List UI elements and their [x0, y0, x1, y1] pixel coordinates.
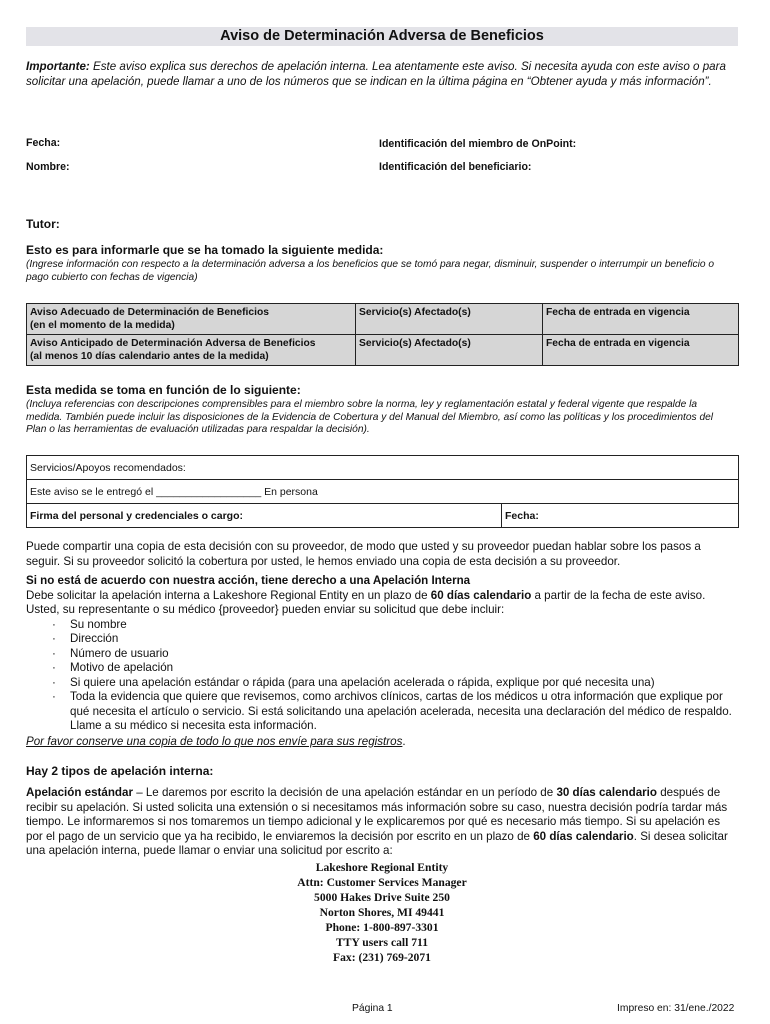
appeal-section — [26, 574, 738, 749]
notice-type-table — [26, 303, 739, 366]
signature-form-table — [26, 455, 739, 528]
intro-text: Este aviso explica sus derechos de apelación interna. Lea atentamente este aviso. Si necesita ayuda con este aviso o para solicitar una apelación, puede llamar a uno de los números que se indican en la última página en “Obtener ayuda y más información”. — [26, 60, 726, 88]
types-heading: Hay 2 tipos de apelación interna: — [26, 764, 214, 778]
row-title: Aviso Anticipado de Determinación Adversa de Beneficios — [30, 338, 316, 349]
page-number: Página 1 — [352, 1003, 393, 1014]
base-note: (Incluya referencias con descripciones comprensibles para el miembro sobre la norma, ley y reglamentación estatal y federal vigente que respalde la medida. También puede incluir las disposiciones de la Evidencia de Cobertura y del Manual del Miembro, así como las políticas y los procedimientos del Plan o las herramientas de evaluación utilizadas para respaldar la decisión). — [26, 399, 714, 435]
medida-note: (Ingrese información con respecto a la determinación adversa a los beneficios que se tomó para negar, disminuir, suspender o interrumpir un beneficio o pago cubierto con fechas de vigencia) — [26, 259, 715, 283]
table-row — [27, 335, 739, 366]
table-cell: Fecha de entrada en vigencia — [543, 304, 739, 335]
table-row — [27, 304, 739, 335]
table-row — [27, 504, 739, 528]
list-item: · Dirección — [52, 632, 119, 645]
appeal-requirements-list — [26, 618, 738, 734]
document-title: Aviso de Determinación Adversa de Beneficios — [26, 27, 738, 46]
table-cell — [27, 304, 356, 335]
appeal-paragraph — [26, 589, 738, 618]
keep-copy-note: Por favor conserve una copia de todo lo que nos envíe para sus registros. — [26, 734, 406, 748]
appeal-deadline: 60 días calendario — [430, 588, 532, 602]
table-cell — [27, 335, 356, 366]
row-title: Aviso Adecuado de Determinación de Beneficios — [30, 307, 269, 318]
member-id-label: Identificación del miembro de OnPoint: — [379, 138, 577, 150]
list-item: · Su nombre — [52, 617, 127, 631]
address-line: Attn: Customer Services Manager — [297, 876, 467, 889]
delivery-field[interactable]: Este aviso se le entregó el __________________ En persona — [27, 480, 739, 504]
servicios-field[interactable]: Servicios/Apoyos recomendados: — [27, 456, 739, 480]
nombre-label: Nombre: — [26, 161, 70, 173]
intro-paragraph — [26, 59, 738, 89]
share-paragraph: Puede compartir una copia de esta decisión con su proveedor, de modo que usted y su proveedor puedan hablar sobre los pasos a seguir. Si su proveedor solicitó la cobertura por usted, le hemos enviado una copia de esta decisión a su proveedor. — [26, 540, 701, 568]
intro-bold: Importante: — [26, 60, 90, 73]
address-line: Fax: (231) 769-2071 — [333, 951, 431, 964]
standard-appeal-paragraph: Apelación estándar – Le daremos por escrito la decisión de una apelación estándar en un período de 30 días calendario después de recibir su apelación. Si usted solicita una extensión o si necesitamos más información sobre su caso, nuestra decisión podría tardar más tiempo. Le informaremos si nos tomaremos un tiempo adicional y le explicaremos por qué es necesario más tiempo. Si su apelación es por el pago de un servicio que ya ha recibido, le enviaremos la decisión por escrito en un plazo de 60 días calendario. Si desea solicitar una apelación interna, puede llamar o enviar una solicitud por escrito a: — [26, 786, 728, 857]
tutor-label: Tutor: — [26, 217, 60, 231]
base-heading: Esta medida se toma en función de lo siguiente: — [26, 383, 301, 397]
list-item: · Motivo de apelación — [52, 661, 174, 674]
address-line: Lakeshore Regional Entity — [315, 861, 449, 874]
appeal-text: Debe solicitar la apelación interna a Lakeshore Regional Entity en un plazo de — [26, 588, 431, 602]
row-subtitle: (al menos 10 días calendario antes de la medida) — [30, 351, 269, 362]
address-line: Phone: 1-800-897-3301 — [325, 921, 439, 934]
table-cell: Servicio(s) Afectado(s) — [356, 335, 543, 366]
appeal-text: a partir de la fecha de este aviso. Usted, su representante o su médico {proveedor} pueden enviar su solicitud que debe incluir: — [26, 588, 706, 616]
table-cell: Servicio(s) Afectado(s) — [356, 304, 543, 335]
list-item: · Toda la evidencia que quiere que revisemos, como archivos clínicos, cartas de los médicos u otra información que explique por qué necesita el artículo o servicio. Si está solicitando una apelación acelerada, necesita una declaración del médico de respaldo. Llame a su médico si necesita esta información. — [52, 690, 732, 732]
medida-heading: Esto es para informarle que se ha tomado la siguiente medida: — [26, 243, 384, 257]
fecha-label: Fecha: — [26, 137, 61, 149]
address-line: Norton Shores, MI 49441 — [319, 906, 445, 919]
row-subtitle: (en el momento de la medida) — [30, 320, 175, 331]
print-date: Impreso en: 31/ene./2022 — [617, 1003, 735, 1014]
beneficiary-id-label: Identificación del beneficiario: — [379, 161, 532, 173]
table-row — [27, 480, 739, 504]
signature-field[interactable]: Firma del personal y credenciales o cargo: — [27, 504, 502, 528]
address-line: TTY users call 711 — [335, 936, 428, 949]
table-row — [27, 456, 739, 480]
mailing-address — [26, 860, 738, 965]
address-line: 5000 Hakes Drive Suite 250 — [314, 891, 450, 904]
list-item: · Número de usuario — [52, 646, 169, 660]
list-item: · Si quiere una apelación estándar o rápida (para una apelación acelerada o rápida, explique por qué necesita una) — [52, 675, 655, 689]
signature-date-field[interactable]: Fecha: — [502, 504, 739, 528]
table-cell: Fecha de entrada en vigencia — [543, 335, 739, 366]
appeal-heading: Si no está de acuerdo con nuestra acción, tiene derecho a una Apelación Interna — [26, 574, 471, 587]
